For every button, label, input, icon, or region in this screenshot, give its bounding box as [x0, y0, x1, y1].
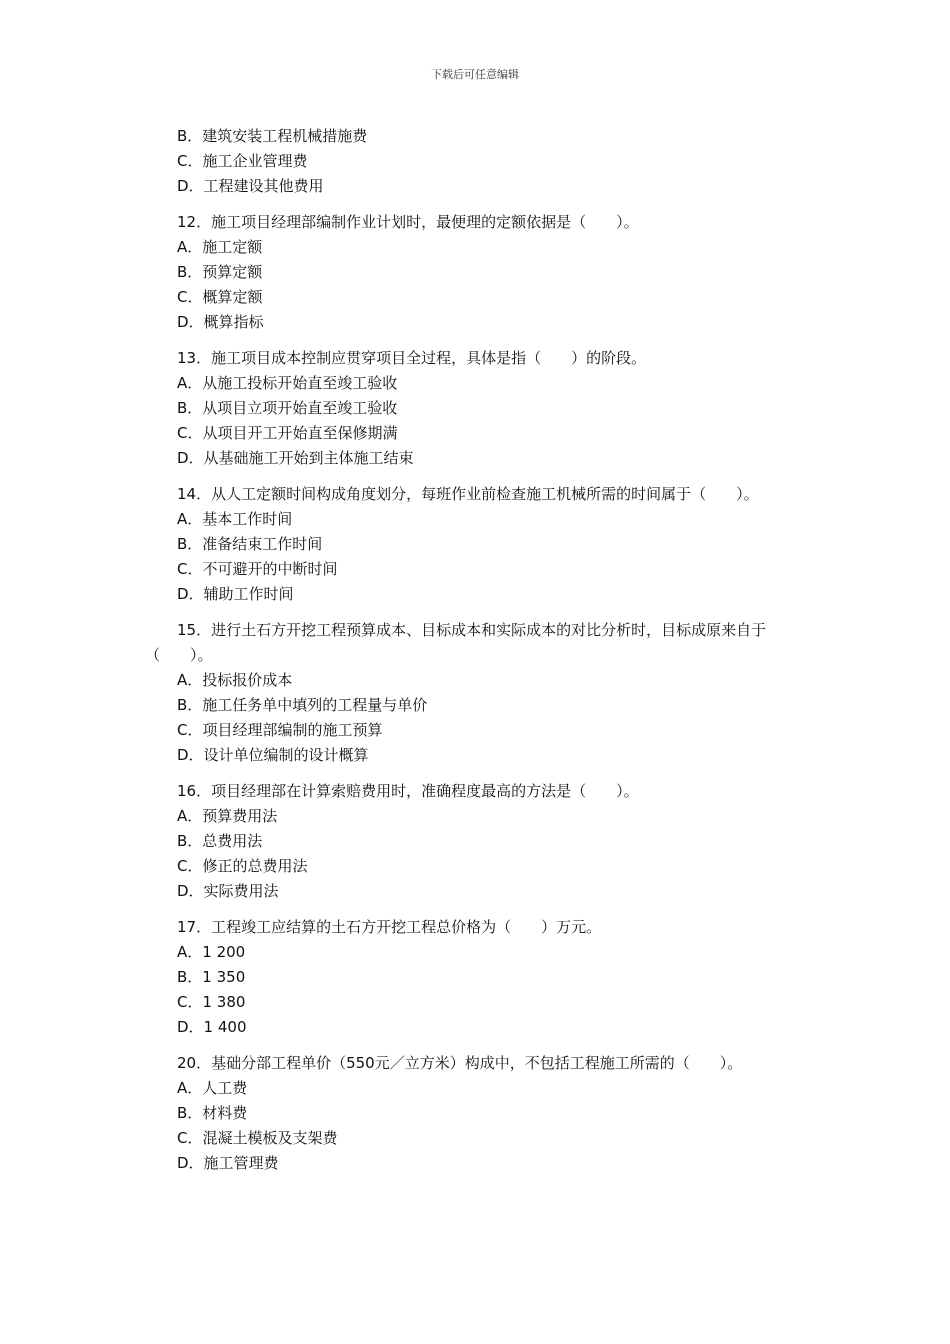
question-12: 12．施工项目经理部编制作业计划时，最便理的定额依据是（ ）。: [177, 213, 639, 231]
option-c: C．修正的总费用法: [177, 857, 308, 875]
option-d: D．设计单位编制的设计概算: [177, 746, 369, 764]
option-a: A．人工费: [177, 1079, 248, 1097]
option-b: B．准备结束工作时间: [177, 535, 323, 553]
question-15: 15．进行土石方开挖工程预算成本、目标成本和实际成本的对比分析时，目标成原来自于（ ）。: [145, 621, 767, 664]
option-b: B．预算定额: [177, 263, 263, 281]
option-b: B．施工任务单中填列的工程量与单价: [177, 696, 428, 714]
question-17: 17．工程竣工应结算的土石方开挖工程总价格为（ ）万元。: [177, 918, 602, 936]
option-a: A．1 200: [177, 943, 246, 961]
option-a: A．投标报价成本: [177, 671, 293, 689]
option-c: C．施工企业管理费: [177, 152, 308, 170]
question-16: 16．项目经理部在计算索赔费用时，准确程度最高的方法是（ ）。: [177, 782, 639, 800]
option-a: A．基本工作时间: [177, 510, 293, 528]
option-c: C．1 380: [177, 993, 246, 1011]
option-b: B．总费用法: [177, 832, 263, 850]
question-14: 14．从人工定额时间构成角度划分，每班作业前检查施工机械所需的时间属于（ ）。: [177, 485, 759, 503]
option-d: D．概算指标: [177, 313, 264, 331]
option-b: B．材料费: [177, 1104, 248, 1122]
question-13: 13．施工项目成本控制应贯穿项目全过程，具体是指（ ）的阶段。: [177, 349, 647, 367]
option-c: C．不可避开的中断时间: [177, 560, 338, 578]
option-a: A．预算费用法: [177, 807, 278, 825]
option-a: A．从施工投标开始直至竣工验收: [177, 374, 398, 392]
option-b: B．从项目立项开始直至竣工验收: [177, 399, 398, 417]
option-d: D．施工管理费: [177, 1154, 279, 1172]
option-a: A．施工定额: [177, 238, 263, 256]
option-d: D．1 400: [177, 1018, 247, 1036]
option-c: C．混凝土模板及支架费: [177, 1129, 338, 1147]
option-c: C．概算定额: [177, 288, 263, 306]
page-header: 下载后可任意编辑: [431, 68, 519, 81]
option-d: D．工程建设其他费用: [177, 177, 324, 195]
option-c: C．从项目开工开始直至保修期满: [177, 424, 398, 442]
option-b: B．1 350: [177, 968, 246, 986]
document-body: [145, 124, 815, 1176]
option-d: D．实际费用法: [177, 882, 279, 900]
option-b: B．建筑安装工程机械措施费: [177, 127, 368, 145]
option-c: C．项目经理部编制的施工预算: [177, 721, 383, 739]
option-d: D．辅助工作时间: [177, 585, 294, 603]
option-d: D．从基础施工开始到主体施工结束: [177, 449, 414, 467]
question-20: 20．基础分部工程单价（550元／立方米）构成中，不包括工程施工所需的（ ）。: [177, 1054, 743, 1072]
